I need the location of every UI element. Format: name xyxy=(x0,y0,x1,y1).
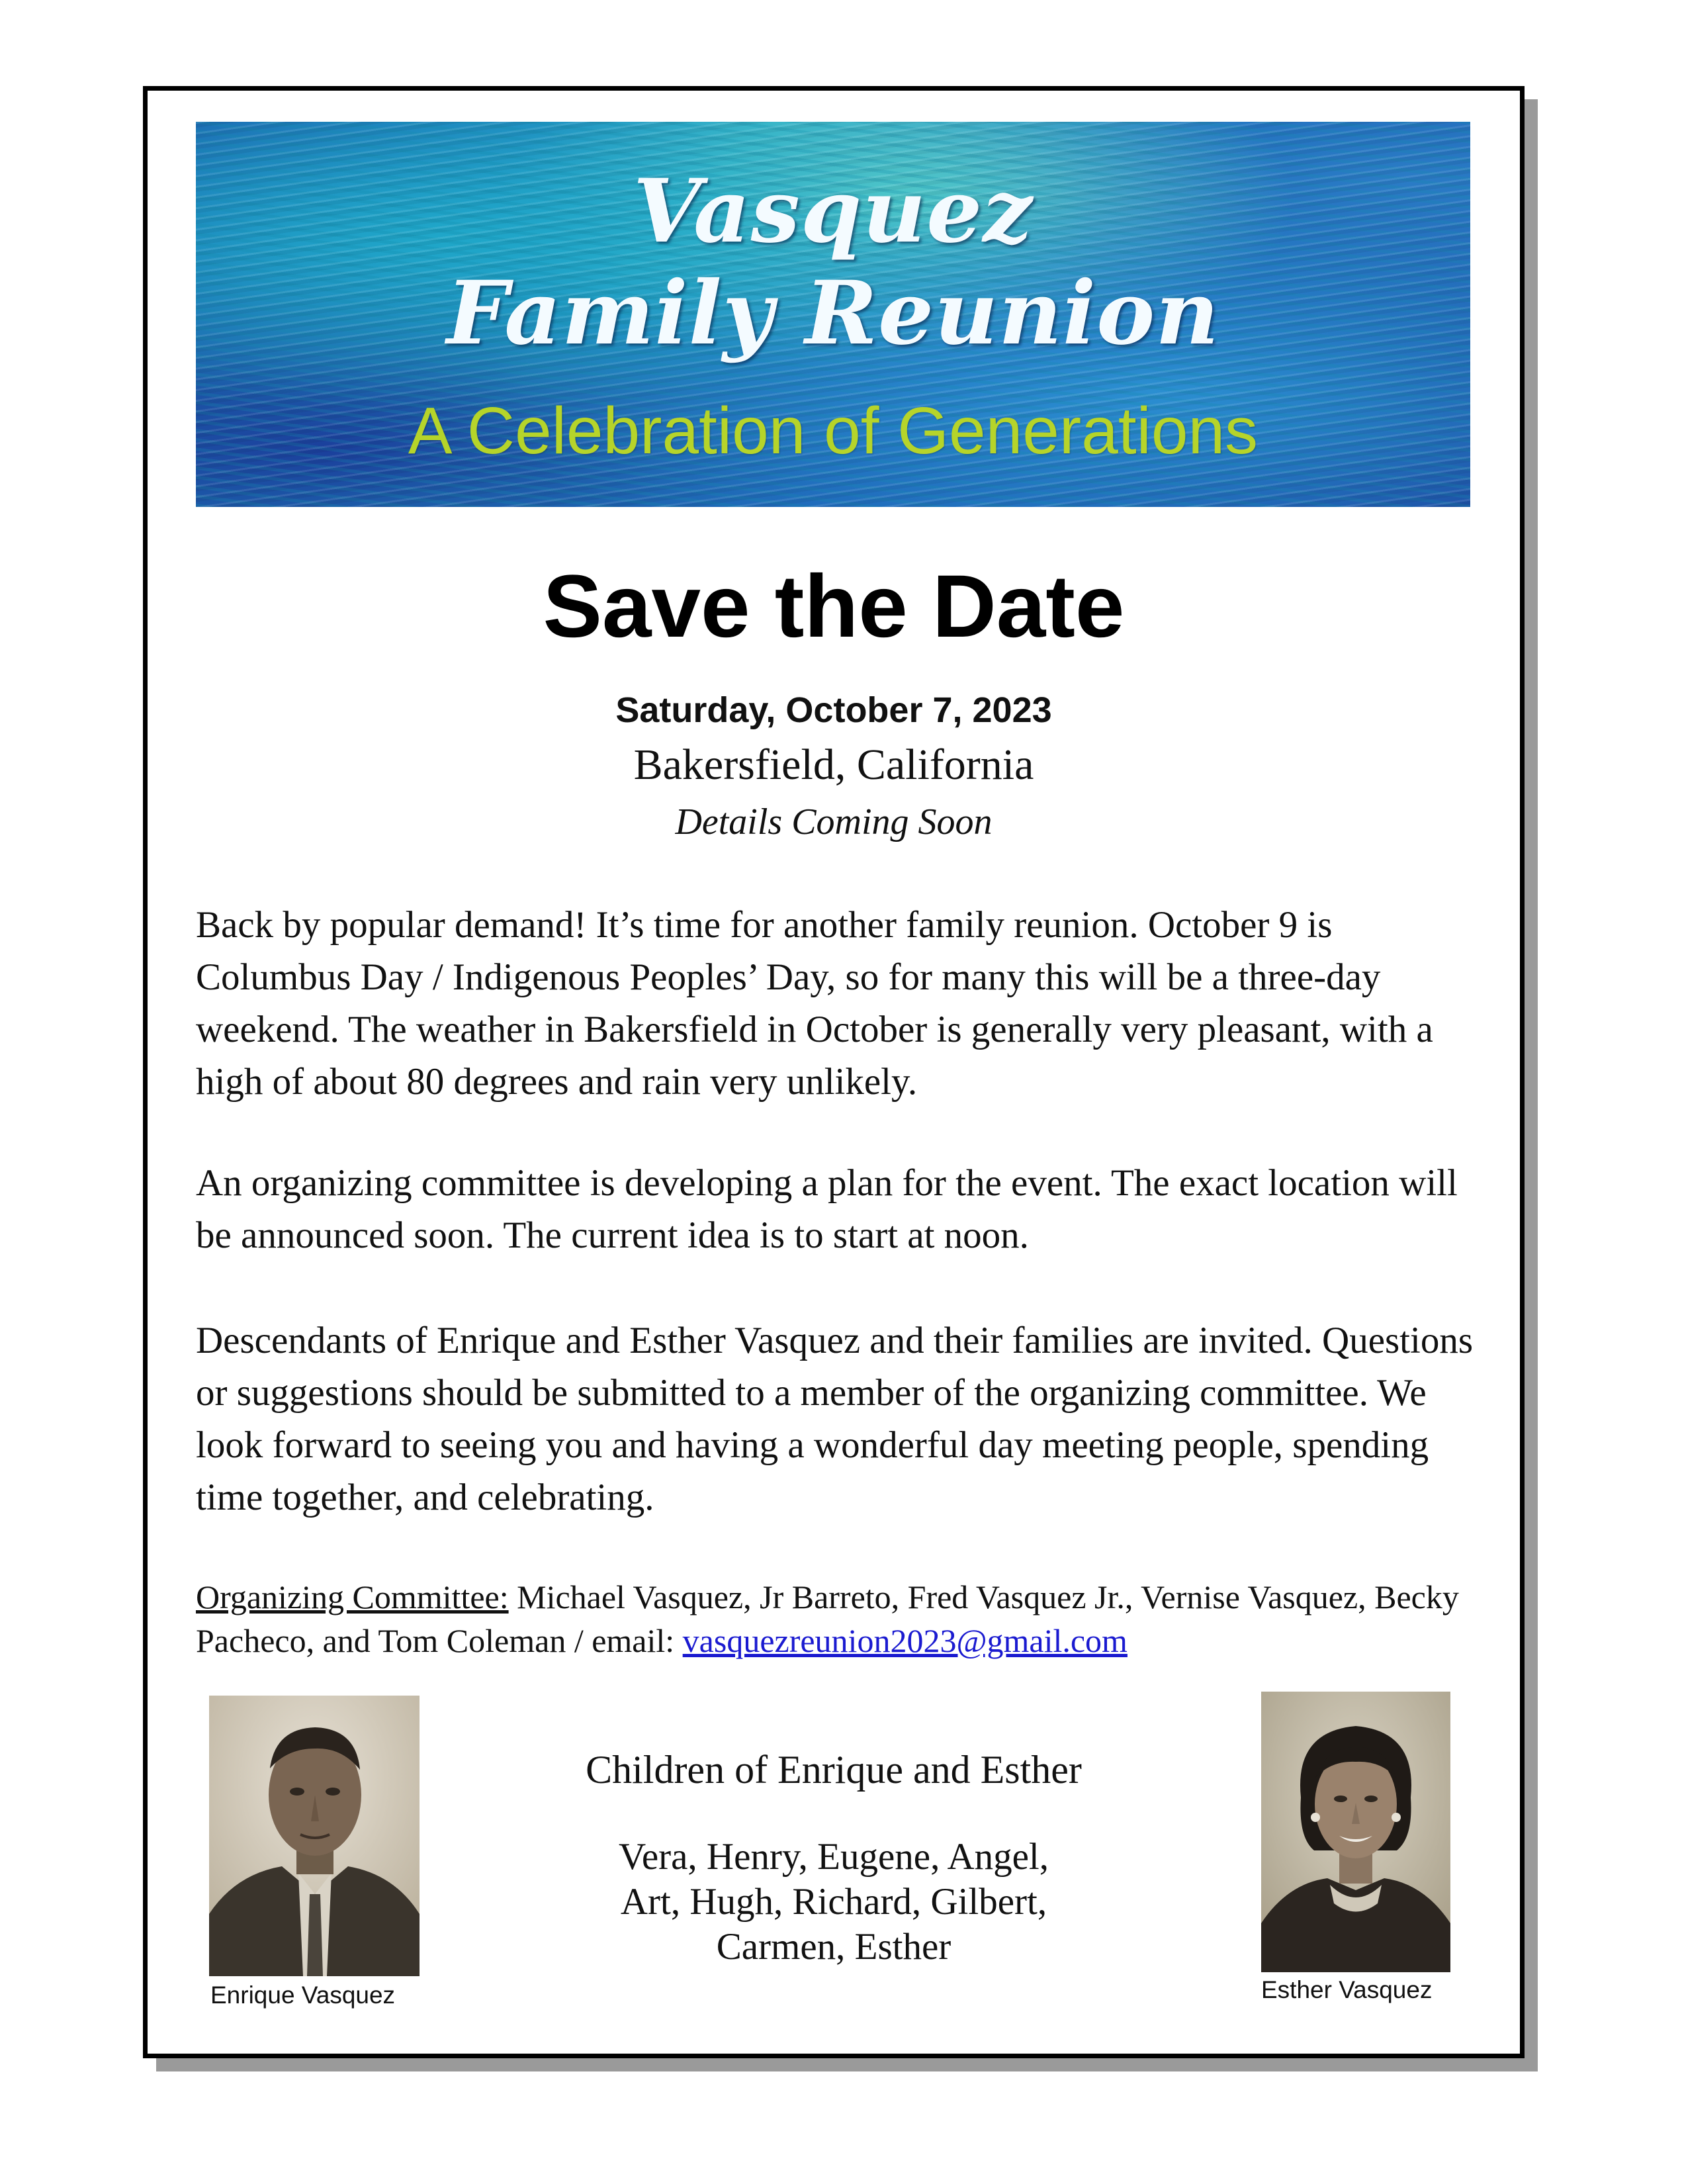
organizing-committee xyxy=(196,1575,1493,1662)
enrique-vasquez-photo xyxy=(209,1696,420,1976)
children-names-list xyxy=(463,1835,1204,1970)
man-portrait-icon xyxy=(209,1696,420,1976)
woman-portrait-icon xyxy=(1261,1692,1450,1972)
children-heading: Children of Enrique and Esther xyxy=(586,1748,1082,1792)
intro-paragraph: Back by popular demand! It’s time for another family reunion. October 9 is Columbus Day / Indigenous Peoples’ Day, so for many this will be a three-day weekend. The weather in Bakersfield in October is generally very pleasant, with a high of about 80 degrees and rain very unlikely. xyxy=(196,904,1433,1103)
banner-title-line2: Family Reunion xyxy=(446,262,1220,365)
esther-caption: Esther Vasquez xyxy=(1261,1976,1433,2003)
children-names-line: Art, Hugh, Richard, Gilbert, xyxy=(620,1881,1047,1923)
banner-subtitle: A Celebration of Generations xyxy=(408,394,1259,468)
enrique-caption: Enrique Vasquez xyxy=(210,1981,396,2009)
event-location: Bakersfield, California xyxy=(633,741,1034,789)
esther-vasquez-photo xyxy=(1261,1692,1450,1972)
banner-title-line1: Vasquez xyxy=(633,160,1034,263)
invitation-paragraph: Descendants of Enrique and Esther Vasquez and their families are invited. Questions or suggestions should be submitted to a member of the organizing committee. We look forward to seeing you and having a wonderful day meeting people, spending time together, and celebrating. xyxy=(196,1320,1474,1518)
children-names-line: Vera, Henry, Eugene, Angel, xyxy=(619,1836,1049,1878)
children-names-line: Carmen, Esther xyxy=(716,1926,952,1968)
event-date: Saturday, October 7, 2023 xyxy=(615,690,1052,730)
committee-plan-paragraph: An organizing committee is developing a plan for the event. The exact location will be announced soon. The current idea is to start at noon. xyxy=(196,1162,1458,1256)
header-banner xyxy=(196,122,1470,507)
committee-label: Organizing Committee: xyxy=(196,1578,509,1615)
page-title: Save the Date xyxy=(543,557,1125,656)
email-link[interactable]: vasquezreunion2023@gmail.com xyxy=(682,1622,1128,1659)
committee-members: Michael Vasquez, Jr Barreto, Fred Vasquez Jr., Vernise Vasquez, Becky Pacheco, and Tom Coleman / email: xyxy=(196,1578,1459,1659)
event-details-note: Details Coming Soon xyxy=(675,801,993,842)
